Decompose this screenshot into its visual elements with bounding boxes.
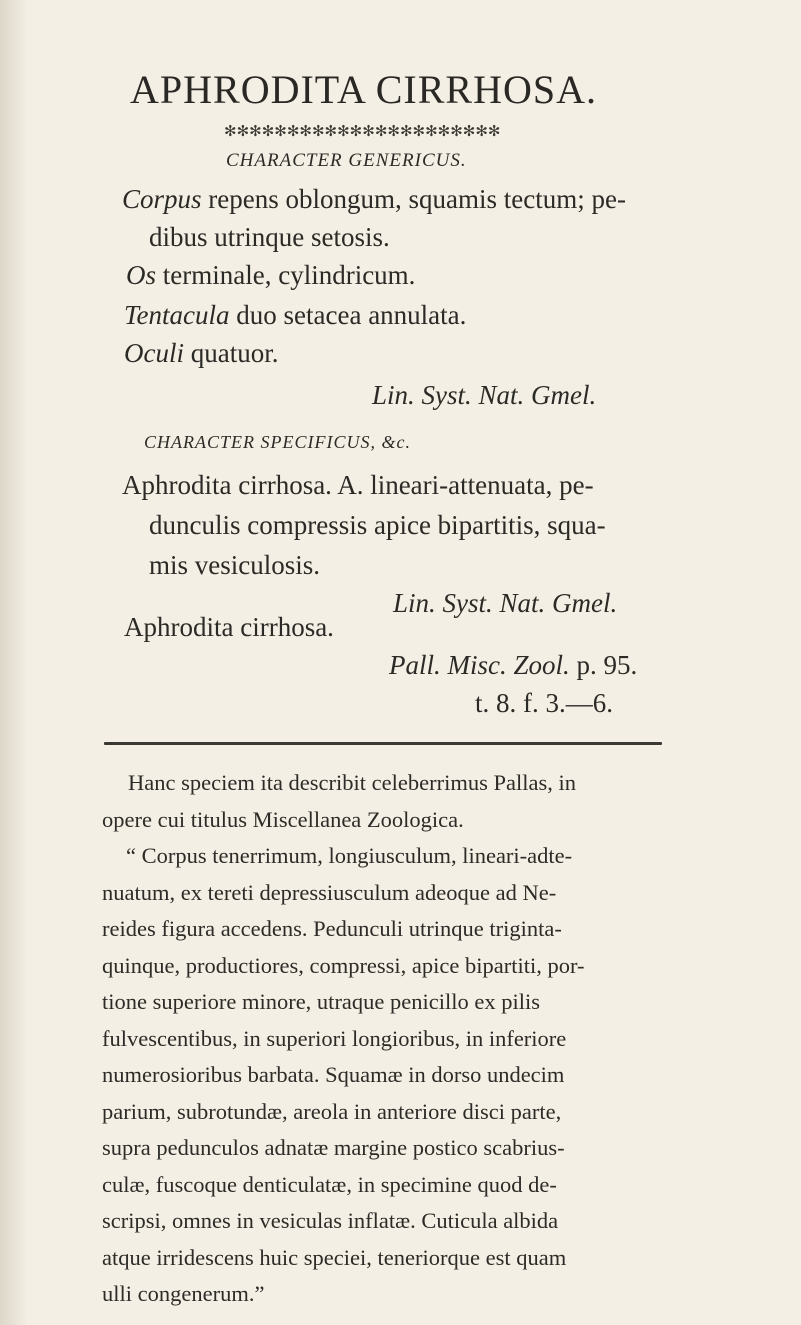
synonym-line: Aphrodita cirrhosa. (124, 612, 334, 642)
generic-term: Os (126, 260, 157, 290)
generic-citation: Lin. Syst. Nat. Gmel. (372, 380, 597, 410)
description-line: supra pedunculos adnatæ margine postico scabrius- (102, 1135, 565, 1160)
generic-character-heading: CHARACTER GENERICUS. (226, 150, 467, 171)
pallas-citation-title: Pall. Misc. Zool. (389, 650, 570, 680)
pallas-citation (389, 650, 637, 681)
generic-term: Corpus (122, 184, 202, 214)
description-line: ulli congenerum.” (102, 1281, 265, 1306)
pallas-citation-page: p. 95. (569, 650, 638, 680)
generic-line (124, 300, 466, 331)
specific-line: mis vesiculosis. (149, 550, 321, 580)
generic-line (126, 260, 415, 291)
description-line: opere cui titulus Miscellanea Zoologica. (102, 806, 464, 832)
description-line: parium, subrotundæ, areola in anteriore disci parte, (102, 1098, 562, 1124)
description-line: Hanc speciem ita describit celeberrimus Pallas, in (128, 770, 576, 795)
description-line: scripsi, omnes in vesiculas inflatæ. Cuticula albida (102, 1208, 559, 1233)
section-divider (104, 742, 662, 745)
specific-line: dunculis compressis apice bipartitis, squa- (149, 510, 606, 540)
description-line: reides figura accedens. Pedunculi utrinque triginta- (102, 916, 562, 941)
description-line: fulvescentibus, in superiori longioribus, in inferiore (102, 1025, 567, 1051)
generic-text: quatuor. (184, 338, 279, 368)
page-title: APHRODITA CIRRHOSA. (130, 67, 597, 112)
specific-character-heading: CHARACTER SPECIFICUS, &c. (144, 432, 411, 452)
specific-citation: Lin. Syst. Nat. Gmel. (393, 588, 618, 618)
generic-text: repens oblongum, squamis tectum; pe- (201, 184, 626, 214)
specific-line: Aphrodita cirrhosa. A. lineari-attenuata, pe- (122, 470, 594, 500)
description-line: “ Corpus tenerrimum, longiusculum, lineari-adte- (126, 843, 573, 868)
generic-term: Oculi (124, 338, 184, 368)
page-edge-shadow (0, 0, 28, 1325)
generic-line (124, 338, 279, 369)
generic-line (149, 222, 390, 253)
generic-line (122, 184, 626, 215)
plate-citation: t. 8. f. 3.—6. (475, 688, 613, 718)
generic-text: duo setacea annulata. (229, 300, 467, 330)
ornament-stars: ✻✻✻✻✻✻✻✻✻✻✻✻✻✻✻✻✻✻✻✻✻✻ (224, 124, 501, 140)
description-line: culæ, fuscoque denticulatæ, in specimine quod de- (102, 1171, 557, 1197)
description-line: quinque, productiores, compressi, apice bipartiti, por- (102, 952, 585, 978)
description-line: atque irridescens huic speciei, teneriorque est quam (102, 1244, 567, 1270)
generic-text: dibus utrinque setosis. (149, 222, 390, 252)
generic-term: Tentacula (124, 300, 230, 330)
description-line: tione superiore minore, utraque penicillo ex pilis (102, 989, 541, 1014)
description-line: numerosioribus barbata. Squamæ in dorso undecim (102, 1062, 565, 1087)
generic-text: terminale, cylindricum. (156, 260, 416, 290)
description-line: nuatum, ex tereti depressiusculum adeoque ad Ne- (102, 879, 557, 905)
